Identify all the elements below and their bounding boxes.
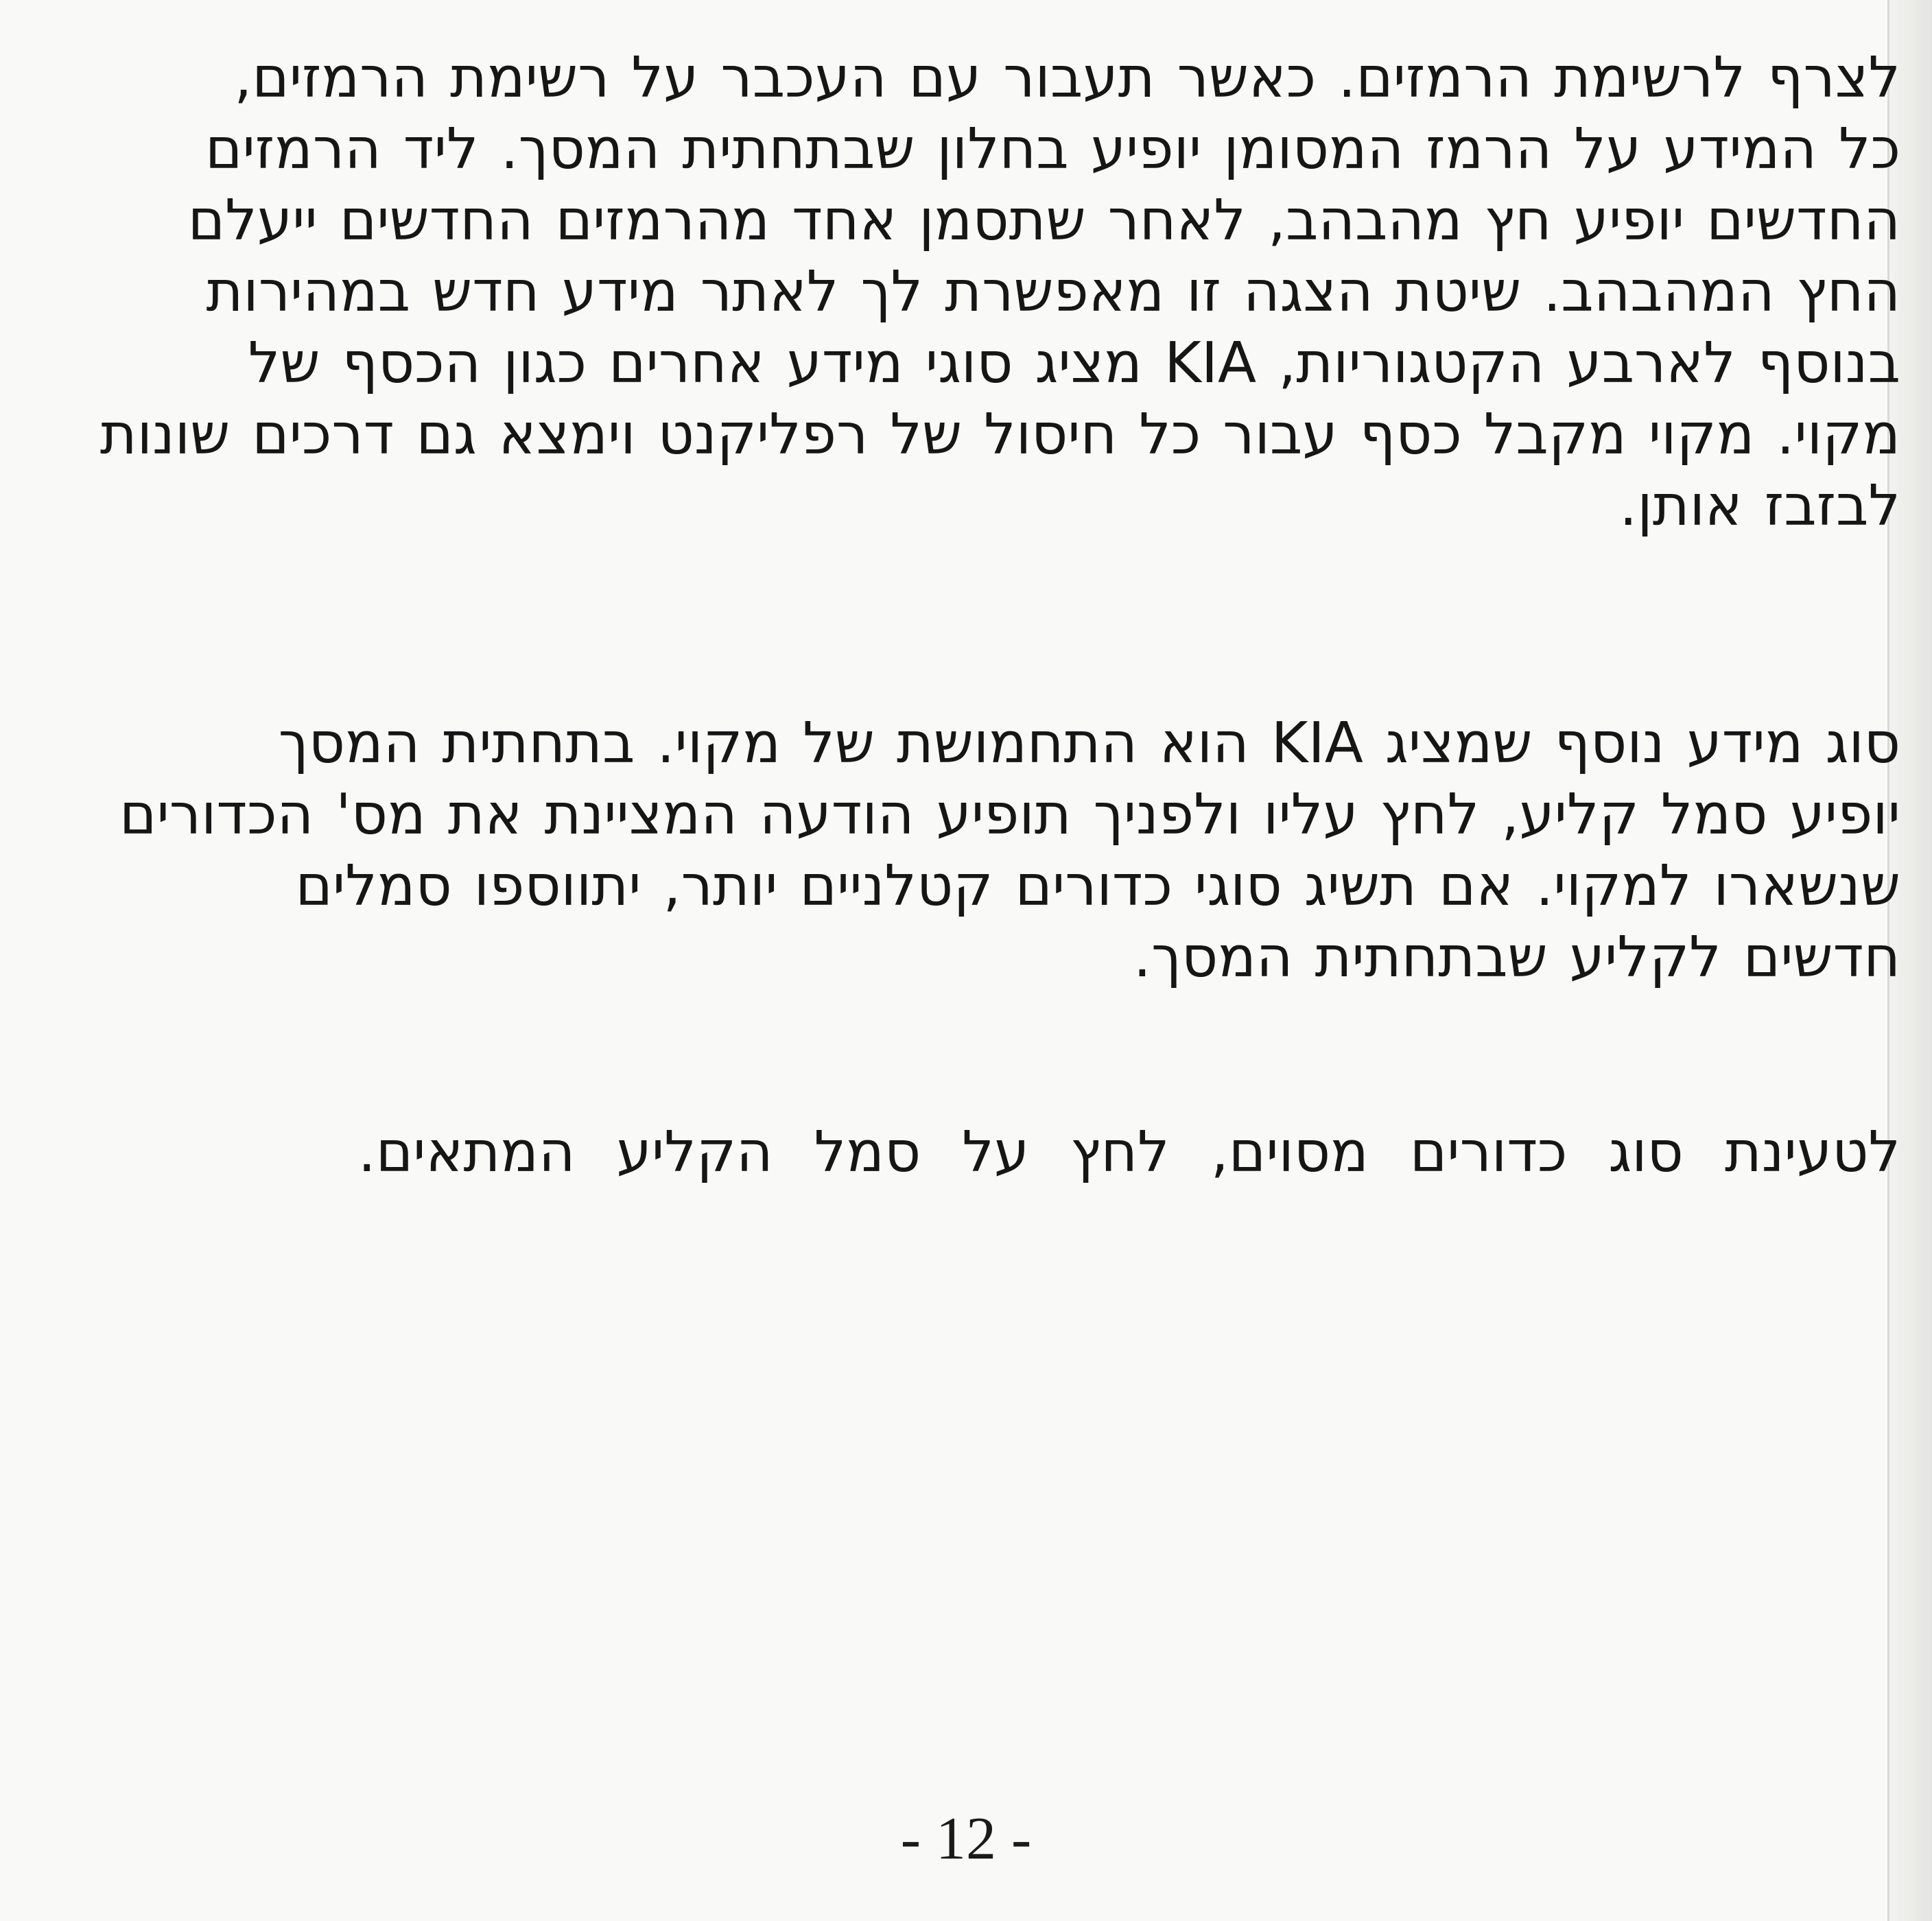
text-line: לבזבז אותן. [1619,473,1900,539]
text-line: לצרף לרשימת הרמזים. כאשר תעבור עם העכבר על רשימת הרמזים, [234,45,1900,110]
text-line: החדשים יופיע חץ מהבהב, לאחר שתסמן אחד מהרמזים החדשים ייעלם [187,188,1900,253]
text-line: יופיע סמל קליע, לחץ עליו ולפניך תופיע הודעה המציינת את מס' הכדורים [119,782,1900,847]
paragraph-hints-list [48,43,1900,542]
text-line: סוג מידע נוסף שמציג KIA הוא התחמושת של מקוי. בתחתית המסך [278,711,1900,776]
paragraph-ammunition [48,708,1900,993]
text-line: מקוי. מקוי מקבל כסף עבור כל חיסול של רפליקנט וימצא גם דרכים שונות [99,402,1900,467]
text-line: החץ המהבהב. שיטת הצגה זו מאפשרת לך לאתר מידע חדש במהירות [206,259,1900,325]
text-line: שנשארו למקוי. אם תשיג סוגי כדורים קטלניים יותר, יתווספו סמלים [295,853,1900,919]
text-line: כל המידע על הרמז המסומן יופיע בחלון שבתחתית המסך. ליד הרמזים [205,117,1900,182]
page-number: - 12 - [900,1806,1032,1872]
text-line: לטעינת סוג כדורים מסוים, לחץ על סמל הקליע המתאים. [357,1120,1900,1185]
text-line: חדשים לקליע שבתחתית המסך. [1133,925,1900,990]
text-line: בנוסף לארבע הקטגוריות, KIA מציג סוגי מידע אחרים כגון הכסף של [248,331,1900,396]
paragraph-loading-ammo [48,1117,1900,1188]
